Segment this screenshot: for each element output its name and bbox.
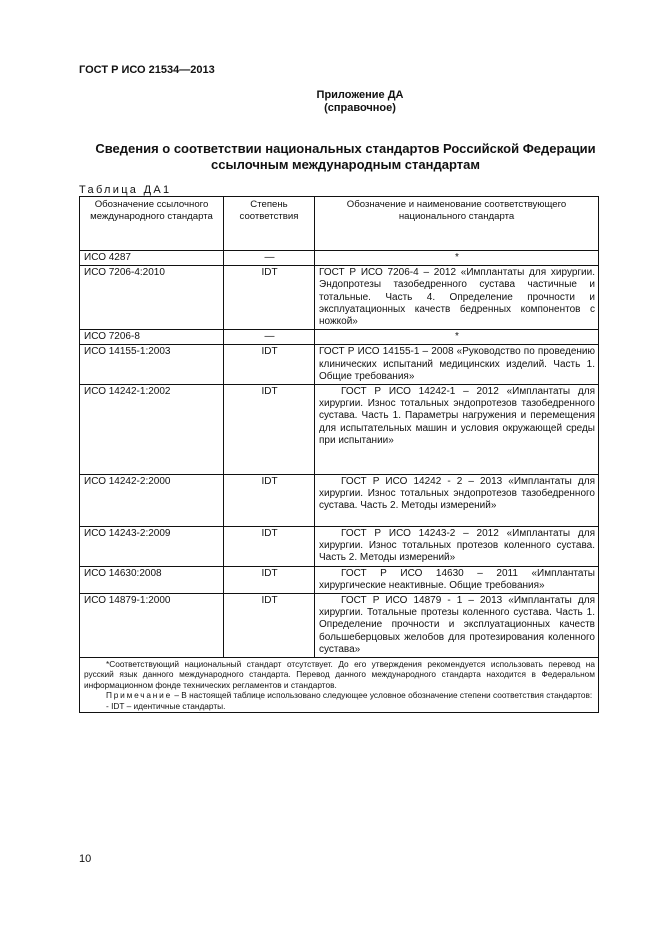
degree-cell: IDT <box>224 527 315 567</box>
correspondence-table <box>79 196 599 713</box>
degree-cell: IDT <box>224 566 315 593</box>
ref-cell: ИСО 14630:2008 <box>80 566 224 593</box>
footnote: *Соответствующий национальный стандарт отсутствует. До его утверждения рекомендуется использовать перевод на русский язык данного международного стандарта. Перевод данного международного стандарта находится в Федеральном информационном фонде технических регламентов и стандартов. <box>84 659 595 690</box>
table-row <box>80 385 599 475</box>
national-cell: * <box>315 330 599 345</box>
national-cell: ГОСТ Р ИСО 7206-4 – 2012 «Имплантаты для хирургии. Эндопротезы тазобедренного сустава частичные и тотальные. Часть 4. Определение прочности и эксплуатационных качеств бедренных компонентов с ножкой» <box>315 266 599 330</box>
degree-cell: IDT <box>224 475 315 527</box>
ref-cell: ИСО 14879-1:2000 <box>80 594 224 658</box>
national-cell: * <box>315 251 599 266</box>
table-notes-row <box>80 658 599 713</box>
table-row <box>80 345 599 385</box>
ref-cell: ИСО 14242-1:2002 <box>80 385 224 475</box>
national-cell: ГОСТ Р ИСО 14242-1 – 2012 «Имплантаты для хирургии. Износ тотальных эндопротезов тазобедренного сустава. Часть 1. Параметры нагружения и перемещения для испытательных машин и условия окружающей среды при испытании» <box>315 385 599 475</box>
table-row <box>80 566 599 593</box>
annex-title: Приложение ДА <box>316 89 404 101</box>
national-cell: ГОСТ Р ИСО 14630 – 2011 «Имплантаты хирургические неактивные. Общие требования» <box>315 566 599 593</box>
table-row <box>80 475 599 527</box>
ref-cell: ИСО 7206-8 <box>80 330 224 345</box>
table-row <box>80 330 599 345</box>
table-row <box>80 266 599 330</box>
annex-subtitle: (справочное) <box>324 102 396 114</box>
section-title-line1: Сведения о соответствии национальных стандартов Российской Федерации <box>95 141 596 156</box>
table-notes <box>80 658 599 713</box>
national-cell: ГОСТ Р ИСО 14879 - 1 – 2013 «Имплантаты для хирургии. Тотальные протезы коленного сустава. Часть 1. Определение прочности и эксплуатационных качеств большеберцовых желобов для протезирования коленного сустава» <box>315 594 599 658</box>
table-row <box>80 527 599 567</box>
section-title-line2: ссылочным международным стандартам <box>211 157 480 172</box>
degree-cell: IDT <box>224 594 315 658</box>
note-label: Примечание <box>106 690 173 701</box>
ref-cell: ИСО 14242-2:2000 <box>80 475 224 527</box>
table-caption: Таблица ДА1 <box>79 184 172 196</box>
table-row <box>80 251 599 266</box>
ref-cell: ИСО 7206-4:2010 <box>80 266 224 330</box>
annex-heading <box>230 89 490 115</box>
table-row <box>80 594 599 658</box>
degree-cell: IDT <box>224 266 315 330</box>
table-header-row <box>80 197 599 251</box>
ref-cell: ИСО 14243-2:2009 <box>80 527 224 567</box>
degree-cell: — <box>224 251 315 266</box>
national-cell: ГОСТ Р ИСО 14243-2 – 2012 «Имплантаты для хирургии. Износ тотальных протезов коленного сустава. Часть 2. Методы измерений» <box>315 527 599 567</box>
degree-cell: — <box>224 330 315 345</box>
note-text: – В настоящей таблице использовано следующее условное обозначение степени соответствия стандартов: <box>172 690 593 701</box>
ref-cell: ИСО 4287 <box>80 251 224 266</box>
section-title <box>60 141 631 173</box>
header-national-standard: Обозначение и наименование соответствующего национального стандарта <box>315 197 599 251</box>
note-item: - IDT – идентичные стандарты. <box>106 700 226 711</box>
header-reference-standard: Обозначение ссылочного международного стандарта <box>80 197 224 251</box>
degree-cell: IDT <box>224 385 315 475</box>
page-number: 10 <box>79 853 92 865</box>
document-header: ГОСТ Р ИСО 21534—2013 <box>79 64 215 76</box>
degree-cell: IDT <box>224 345 315 385</box>
national-cell: ГОСТ Р ИСО 14242 - 2 – 2013 «Имплантаты для хирургии. Износ тотальных эндопротезов тазобедренного сустава. Часть 2. Методы измерений» <box>315 475 599 527</box>
note <box>84 690 595 700</box>
national-cell: ГОСТ Р ИСО 14155-1 – 2008 «Руководство по проведению клинических испытаний медицинских изделий. Часть 1. Общие требования» <box>315 345 599 385</box>
header-degree: Степень соответствия <box>224 197 315 251</box>
ref-cell: ИСО 14155-1:2003 <box>80 345 224 385</box>
